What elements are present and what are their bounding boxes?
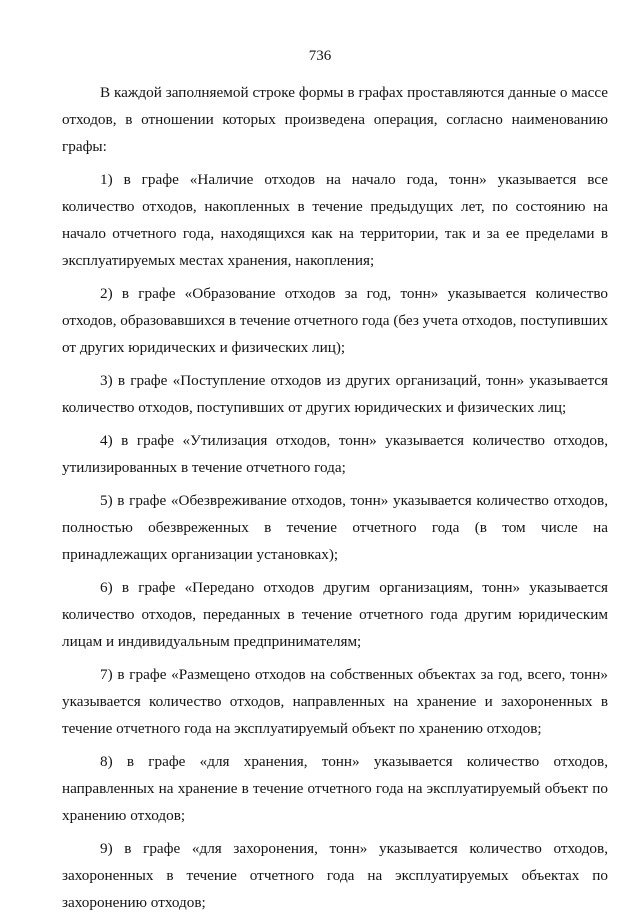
list-item-4: 4) в графе «Утилизация отходов, тонн» указывается количество отходов, утилизированных в течение отчетного года; [62,432,608,476]
list-item-2: 2) в графе «Образование отходов за год, тонн» указывается количество отходов, образовавшихся в течение отчетного года (без учета отходов, поступивших от других юридических и физических лиц); [62,285,608,356]
intro-paragraph: В каждой заполняемой строке формы в графах проставляются данные о массе отходов, в отношении которых произведена операция, согласно наименованию графы: [62,84,608,155]
list-item-7: 7) в графе «Размещено отходов на собственных объектах за год, всего, тонн» указывается количество отходов, направленных на хранение и захороненных в течение отчетного года на эксплуатируемый объект по хранению отходов; [62,666,608,737]
list-item-9: 9) в графе «для захоронения, тонн» указывается количество отходов, захороненных в течение отчетного года на эксплуатируемых объектах по захоронению отходов; [62,840,608,911]
list-item-5: 5) в графе «Обезвреживание отходов, тонн» указывается количество отходов, полностью обезвреженных в течение отчетного года (в том числе на принадлежащих организации установках); [62,492,608,563]
document-body [62,79,608,922]
page-number: 736 [308,48,332,64]
list-item-1: 1) в графе «Наличие отходов на начало года, тонн» указывается все количество отходов, накопленных в течение предыдущих лет, по состоянию на начало отчетного года, находящихся как на территории, так и за ее пределами в эксплуатируемых местах хранения, накопления; [62,171,608,269]
list-item-3: 3) в графе «Поступление отходов из других организаций, тонн» указывается количество отходов, поступивших от других юридических и физических лиц; [62,372,608,416]
list-item-8: 8) в графе «для хранения, тонн» указывается количество отходов, направленных на хранение в течение отчетного года на эксплуатируемый объект по хранению отходов; [62,753,608,824]
list-item-6: 6) в графе «Передано отходов другим организациям, тонн» указывается количество отходов, переданных в течение отчетного года другим юридическим лицам и индивидуальным предпринимателям; [62,579,608,650]
